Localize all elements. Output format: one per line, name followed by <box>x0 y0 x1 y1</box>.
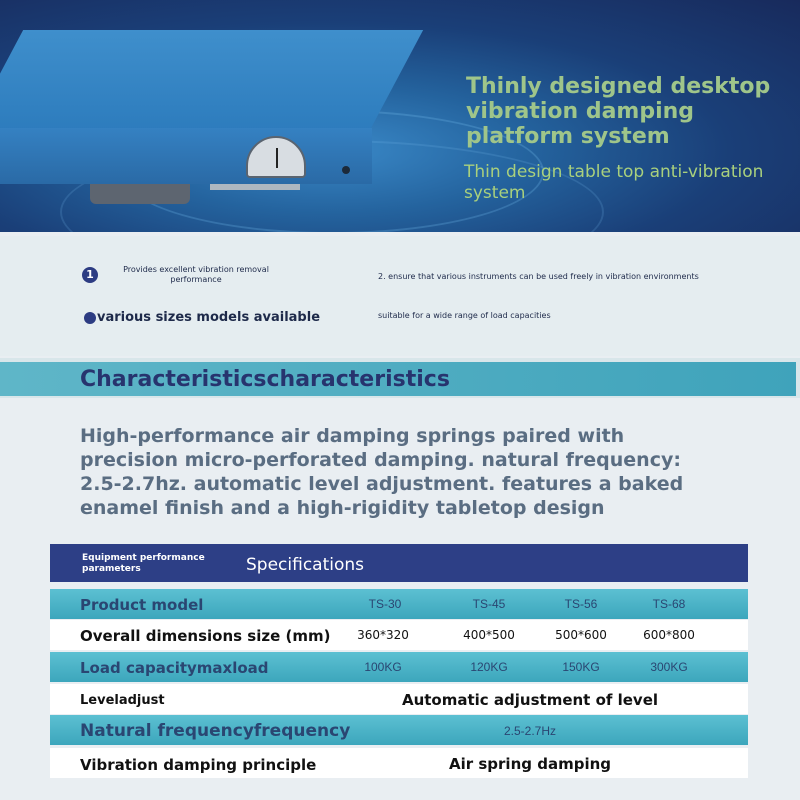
row-label-frequency: Natural frequencyfrequency <box>80 721 351 741</box>
spec-header-left: Equipment performance parameters <box>82 553 205 574</box>
table-cell-merged: Automatic adjustment of level <box>401 691 659 709</box>
platform-base <box>90 184 190 204</box>
table-cell: TS-68 <box>652 597 686 611</box>
features-section <box>0 236 800 356</box>
characteristics-title: Characteristicscharacteristics <box>80 367 450 392</box>
platform-base-strip <box>210 184 300 190</box>
row-label-dimensions: Overall dimensions size (mm) <box>80 627 331 645</box>
gauge-needle <box>276 148 278 168</box>
feature-item-2: 2. ensure that various instruments can be used freely in vibration environments <box>378 272 699 281</box>
characteristics-description: High-performance air damping springs paired with precision micro-perforated damping. natural frequency: 2.5-2.7hz. automatic level adjustment. features a baked enamel finish and a high-rigidity tabletop design <box>80 425 684 519</box>
platform-front-panel <box>0 128 372 184</box>
adjust-knob-icon <box>342 166 350 174</box>
hero-title: Thinly designed desktop vibration damping platform system <box>466 74 771 149</box>
spec-header-right: Specifications <box>246 555 365 575</box>
table-cell: TS-56 <box>564 597 598 611</box>
table-cell-merged: 2.5-2.7Hz <box>503 724 557 738</box>
table-cell: 360*320 <box>357 628 409 642</box>
table-cell: 150KG <box>562 660 600 674</box>
feature-item-3-text: various sizes models available <box>97 310 321 325</box>
table-cell: 600*800 <box>643 628 695 642</box>
table-cell-merged: Air spring damping <box>449 755 611 773</box>
feature-item-1: Provides excellent vibration removal performance <box>123 265 269 284</box>
row-label-product-model: Product model <box>80 596 204 614</box>
feature-item-3 <box>84 310 320 325</box>
bullet-icon <box>84 312 96 324</box>
row-label-principle: Vibration damping principle <box>80 756 317 774</box>
table-cell: 100KG <box>364 660 402 674</box>
table-cell: TS-30 <box>368 597 402 611</box>
table-cell: 400*500 <box>463 628 515 642</box>
table-cell: TS-45 <box>472 597 506 611</box>
table-cell: 500*600 <box>555 628 607 642</box>
row-label-load: Load capacitymaxload <box>80 659 269 677</box>
feature-item-4: suitable for a wide range of load capacities <box>378 311 551 320</box>
table-cell: 120KG <box>470 660 508 674</box>
row-label-level: Leveladjust <box>80 693 165 708</box>
number-one-badge: 1 <box>82 267 98 283</box>
platform-tabletop <box>0 30 423 130</box>
table-cell: 300KG <box>650 660 688 674</box>
hero-subtitle: Thin design table top anti-vibration system <box>464 162 764 203</box>
hero-banner <box>0 0 800 232</box>
